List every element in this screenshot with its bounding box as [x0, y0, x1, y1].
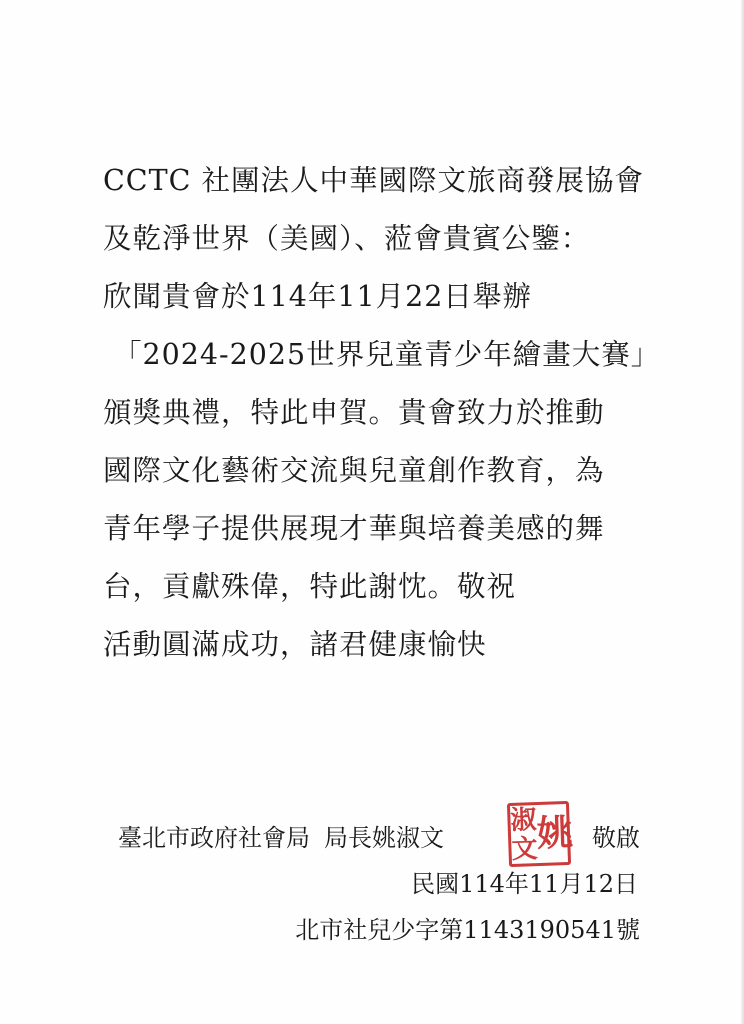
director-name: 局長姚淑文 — [324, 824, 444, 852]
signatory — [118, 818, 444, 858]
letter-line-5: 頒獎典禮，特此申賀。貴會致力於推動 — [103, 396, 605, 429]
red-seal-stamp — [507, 801, 574, 867]
letter-line-1: CCTC 社團法人中華國際文旅商發展協會 — [103, 164, 644, 197]
letter-line-7: 青年學子提供展現才華與培養美感的舞 — [103, 512, 605, 545]
seal-char-3: 姚 — [536, 811, 574, 856]
letter-line-8: 台，貢獻殊偉，特此謝忱。敬祝 — [103, 570, 517, 603]
seal-char-1: 淑 — [509, 804, 538, 836]
letter-date: 民國114年11月12日 — [411, 870, 638, 898]
signature-block — [0, 800, 744, 1000]
closing-phrase: 敬啟 — [592, 824, 640, 852]
letter-body — [103, 152, 663, 674]
letter-line-9: 活動圓滿成功，諸君健康愉快 — [103, 628, 487, 661]
letter-line-6: 國際文化藝術交流與兒童創作教育，為 — [103, 454, 605, 487]
seal-char-2: 文 — [510, 833, 539, 865]
letter-line-4: 「2024-2025世界兒童青少年繪畫大賽」 — [113, 338, 661, 371]
document-number: 北市社兒少字第1143190541號 — [295, 916, 640, 944]
agency-name: 臺北市政府社會局 — [118, 824, 310, 852]
letter-line-2: 及乾淨世界（美國）、蒞會貴賓公鑒： — [103, 222, 591, 255]
letter-line-3: 欣聞貴會於114年11月22日舉辦 — [103, 280, 532, 313]
